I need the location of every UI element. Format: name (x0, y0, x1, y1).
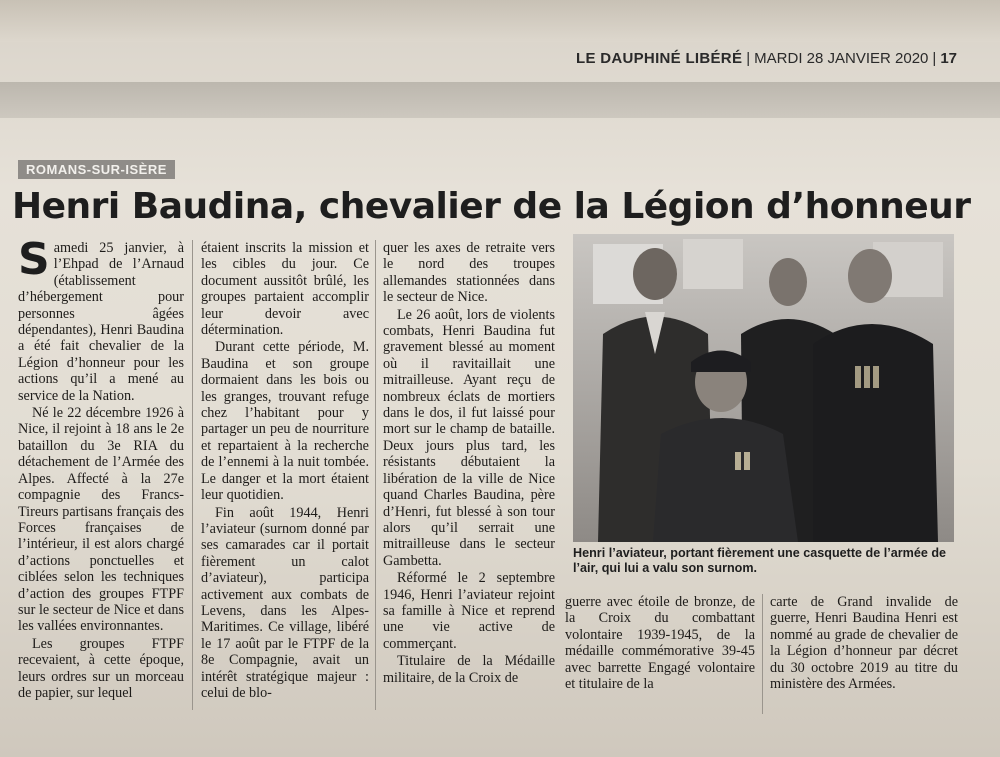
column-rule (192, 240, 193, 710)
article-photo (573, 234, 954, 542)
page-number: 17 (940, 50, 957, 67)
paragraph: Samedi 25 janvier, à l’Ehpad de l’Arnaud (établissement d’hébergement pour personnes âgées dépendantes), Henri Baudina a été fait chevalier de la Légion d’honneur pour les actions qu’il a mené au service de la Nation. (18, 234, 184, 404)
paragraph: guerre avec étoile de bronze, de la Croix du combattant volontaire 1939-1945, de la médaille commémorative 39-45 avec barrette Engagé volontaire et titulaire de la (565, 594, 755, 693)
article-column-5 (770, 594, 958, 692)
column-rule (762, 594, 763, 714)
headline: Henri Baudina, chevalier de la Légion d’honneur (12, 186, 971, 227)
publication-name: LE DAUPHINÉ LIBÉRÉ (576, 50, 743, 67)
photo-caption: Henri l’aviateur, portant fièrement une casquette de l’armée de l’air, qui lui a valu son surnom. (573, 546, 947, 575)
page-header: LE DAUPHINÉ LIBÉRÉ | MARDI 28 JANVIER 2020 | 17 (576, 50, 957, 67)
paragraph: Réformé le 2 septembre 1946, Henri l’aviateur rejoint sa famille à Nice et reprend une vie active de commerçant. (383, 570, 555, 652)
paragraph: étaient inscrits la mission et les cibles du jour. Ce document aussitôt brûlé, les groupes partaient accomplir leur devoir avec détermination. (201, 240, 369, 339)
publication-date: MARDI 28 JANVIER 2020 (754, 50, 929, 67)
paragraph: Né le 22 décembre 1926 à Nice, il rejoint à 18 ans le 2e bataillon du 3e RIA du détachement de l’Armée des Alpes. Affecté à la 27e compagnie des Francs-Tireurs partisans français des Forces françaises de l’intérieur, il est alors chargé d’actions ponctuelles et ciblées selon les techniques d’action des groupes FTPF sur le secteur de Nice et dans les vallées environnantes. (18, 405, 184, 635)
photo-illustration (573, 234, 954, 542)
article-column-4 (565, 594, 755, 692)
column-rule (375, 240, 376, 710)
header-band (0, 82, 1000, 118)
paragraph: carte de Grand invalide de guerre, Henri Baudina Henri est nommé au grade de chevalier de la Légion d’honneur par décret du 30 octobre 2019 au titre du ministère des Armées. (770, 594, 958, 693)
paragraph: Les groupes FTPF recevaient, à cette époque, leurs ordres sur un morceau de papier, sur lequel (18, 635, 184, 701)
paragraph: quer les axes de retraite vers le nord des troupes allemandes stationnées dans le secteur de Nice. (383, 240, 555, 306)
drop-cap: S (18, 234, 50, 285)
page-fold (0, 0, 1000, 42)
section-kicker: ROMANS-SUR-ISÈRE (18, 160, 175, 179)
paragraph: Fin août 1944, Henri l’aviateur (surnom donné par ses camarades car il portait fièrement un calot d’aviateur), participa activement aux combats de Levens, dans les Alpes-Maritimes. Ce village, libéré le 17 août par le FTPF de la 8e Compagnie, avait un intérêt stratégique majeur : celui de blo- (201, 504, 369, 701)
paragraph: Titulaire de la Médaille militaire, de la Croix de (383, 653, 555, 686)
article-column-2 (201, 240, 369, 701)
paragraph: Durant cette période, M. Baudina et son groupe dormaient dans les bois ou les granges, trouvant refuge chez l’habitant pour y partager un peu de nourriture et repartaient à la recherche de l’ennemi à la nuit tombée. Le danger et la mort étaient leur quotidien. (201, 339, 369, 504)
paragraph: Le 26 août, lors de violents combats, Henri Baudina fut gravement blessé au moment où il ravitaillait une mitrailleuse. Ayant reçu de nombreux éclats de mortiers dans le dos, il fut laissé pour mort sur le champ de bataille. Deux jours plus tard, les résistants débutaient la libération de la ville de Nice quand Charles Baudina, père d’Henri, fut blessé à son tour alors qu’il serrait une mitrailleuse dans le secteur Gambetta. (383, 306, 555, 569)
article-column-3 (383, 240, 555, 686)
article-column-1 (18, 234, 184, 701)
